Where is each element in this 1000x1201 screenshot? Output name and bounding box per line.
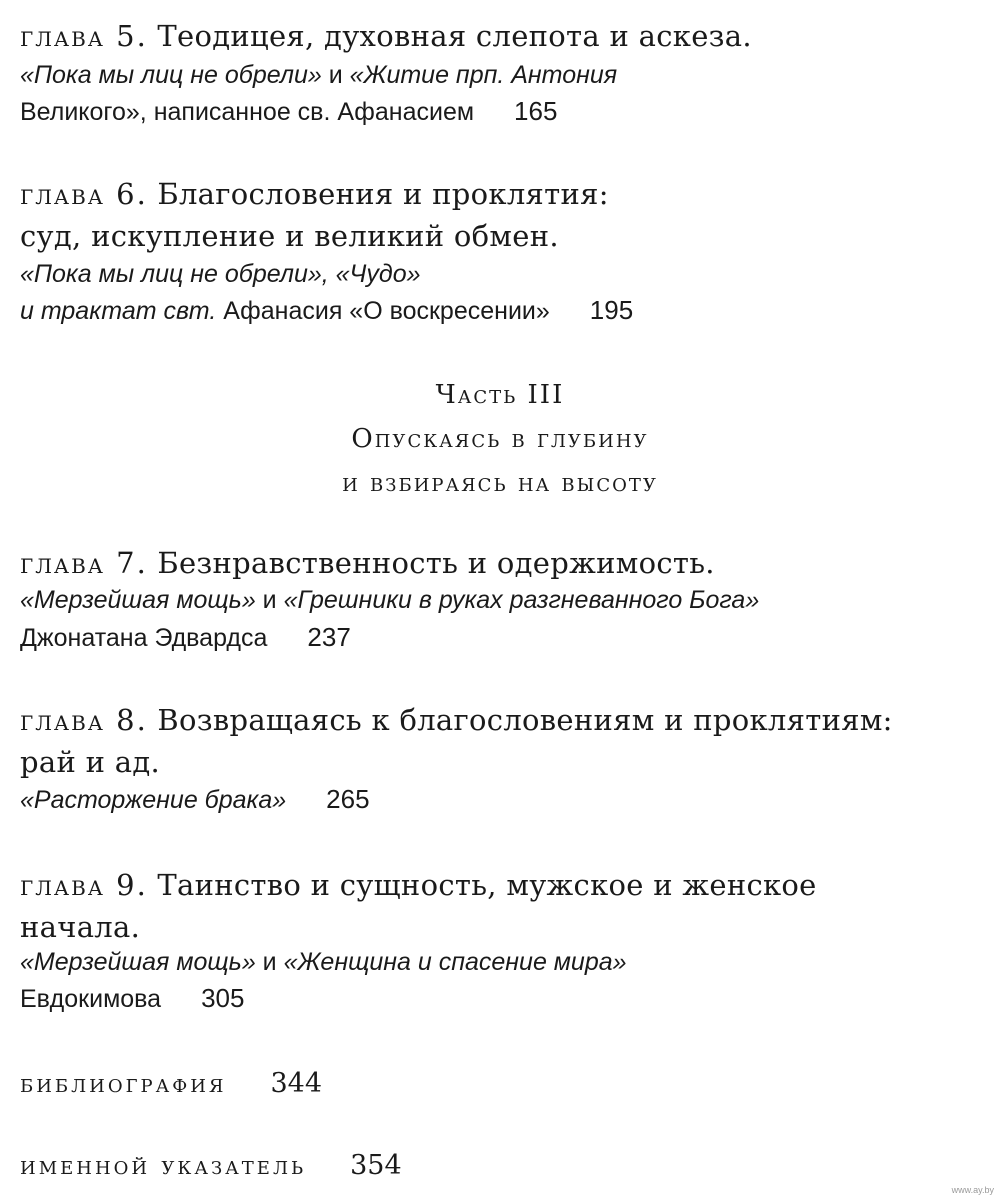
chapter-7-heading <box>20 546 715 580</box>
chapter-9-heading <box>20 868 817 902</box>
chapter-5-heading <box>20 19 752 53</box>
chapter-6-sub-works: «Пока мы лиц не обрели», «Чудо» <box>20 260 421 288</box>
chapter-6-page-number: 195 <box>589 295 634 325</box>
chapter-6-subtitle-line-2 <box>20 297 633 324</box>
chapter-5-title: Теодицея, духовная слепота и аскеза. <box>157 19 752 53</box>
chapter-9-title: Таинство и сущность, мужское и женское <box>157 868 817 902</box>
chapter-9-page-number: 305 <box>201 983 245 1013</box>
chapter-9-label: глава 9. <box>20 868 148 902</box>
chapter-8-sub-work: «Расторжение брака» <box>20 786 287 814</box>
chapter-5-label: глава 5. <box>20 19 148 53</box>
part-3-label: Часть III <box>435 380 565 410</box>
chapter-8-label: глава 8. <box>20 703 148 737</box>
chapter-6-sub-treatise: и трактат свт. <box>20 297 217 325</box>
chapter-6-heading <box>20 177 609 211</box>
chapter-6-label: глава 6. <box>20 177 148 211</box>
chapter-6-subtitle-line-1 <box>20 262 421 287</box>
part-3-title-line-2: и взбираясь на высоту <box>342 468 658 498</box>
chapter-8-page-number: 265 <box>326 784 370 814</box>
chapter-9-title-line-2: начала. <box>20 910 141 944</box>
chapter-8-subtitle-line-1 <box>20 786 370 813</box>
bibliography-entry <box>20 1070 322 1097</box>
chapter-6-title-line-2: суд, искупление и великий обмен. <box>20 219 559 253</box>
chapter-6-title: Благословения и проклятия: <box>157 177 609 211</box>
chapter-7-sub-work-2: «Грешники в руках разгневанного Бога» <box>283 586 760 614</box>
chapter-7-page-number: 237 <box>307 622 351 652</box>
bibliography-page-number: 344 <box>270 1068 323 1099</box>
chapter-7-subtitle-line-1 <box>20 588 759 613</box>
index-entry <box>20 1152 402 1179</box>
chapter-5-sub-work-1: «Пока мы лиц не обрели» <box>20 61 322 89</box>
bibliography-label: библиография <box>20 1069 227 1099</box>
chapter-9-sub-conj: и <box>255 948 284 976</box>
watermark-text: www.ay.by <box>951 1185 994 1195</box>
chapter-5-sub-conj: и <box>321 61 350 89</box>
chapter-8-title-line-2: рай и ад. <box>20 745 161 779</box>
chapter-8-title: Возвращаясь к благословениям и проклятиям: <box>157 703 893 737</box>
index-label: именной указатель <box>20 1151 307 1181</box>
chapter-9-sub-author: Евдокимова <box>20 985 162 1013</box>
chapter-8-heading <box>20 703 893 737</box>
chapter-5-subtitle-line-1 <box>20 63 617 88</box>
chapter-9-sub-work-1: «Мерзейшая мощь» <box>20 948 256 976</box>
chapter-7-sub-work-1: «Мерзейшая мощь» <box>20 586 256 614</box>
part-3-title-line-1: Опускаясь в глубину <box>351 424 649 454</box>
chapter-7-label: глава 7. <box>20 546 148 580</box>
chapter-5-page-number: 165 <box>514 96 558 126</box>
chapter-9-sub-work-2: «Женщина и спасение мира» <box>283 948 627 976</box>
chapter-6-sub-author: Афанасия «О воскресении» <box>216 297 550 325</box>
index-page-number: 354 <box>350 1150 402 1181</box>
chapter-7-subtitle-line-2 <box>20 624 351 651</box>
chapter-9-subtitle-line-2 <box>20 985 244 1012</box>
chapter-9-subtitle-line-1 <box>20 950 627 975</box>
chapter-5-sub-work-2: «Житие прп. Антония <box>349 61 618 89</box>
chapter-5-sub-author: Великого», написанное св. Афанасием <box>20 98 475 126</box>
chapter-5-subtitle-line-2 <box>20 98 557 125</box>
chapter-7-sub-author: Джонатана Эдвардса <box>20 624 268 652</box>
chapter-7-sub-conj: и <box>255 586 284 614</box>
chapter-7-title: Безнравственность и одержимость. <box>157 546 715 580</box>
